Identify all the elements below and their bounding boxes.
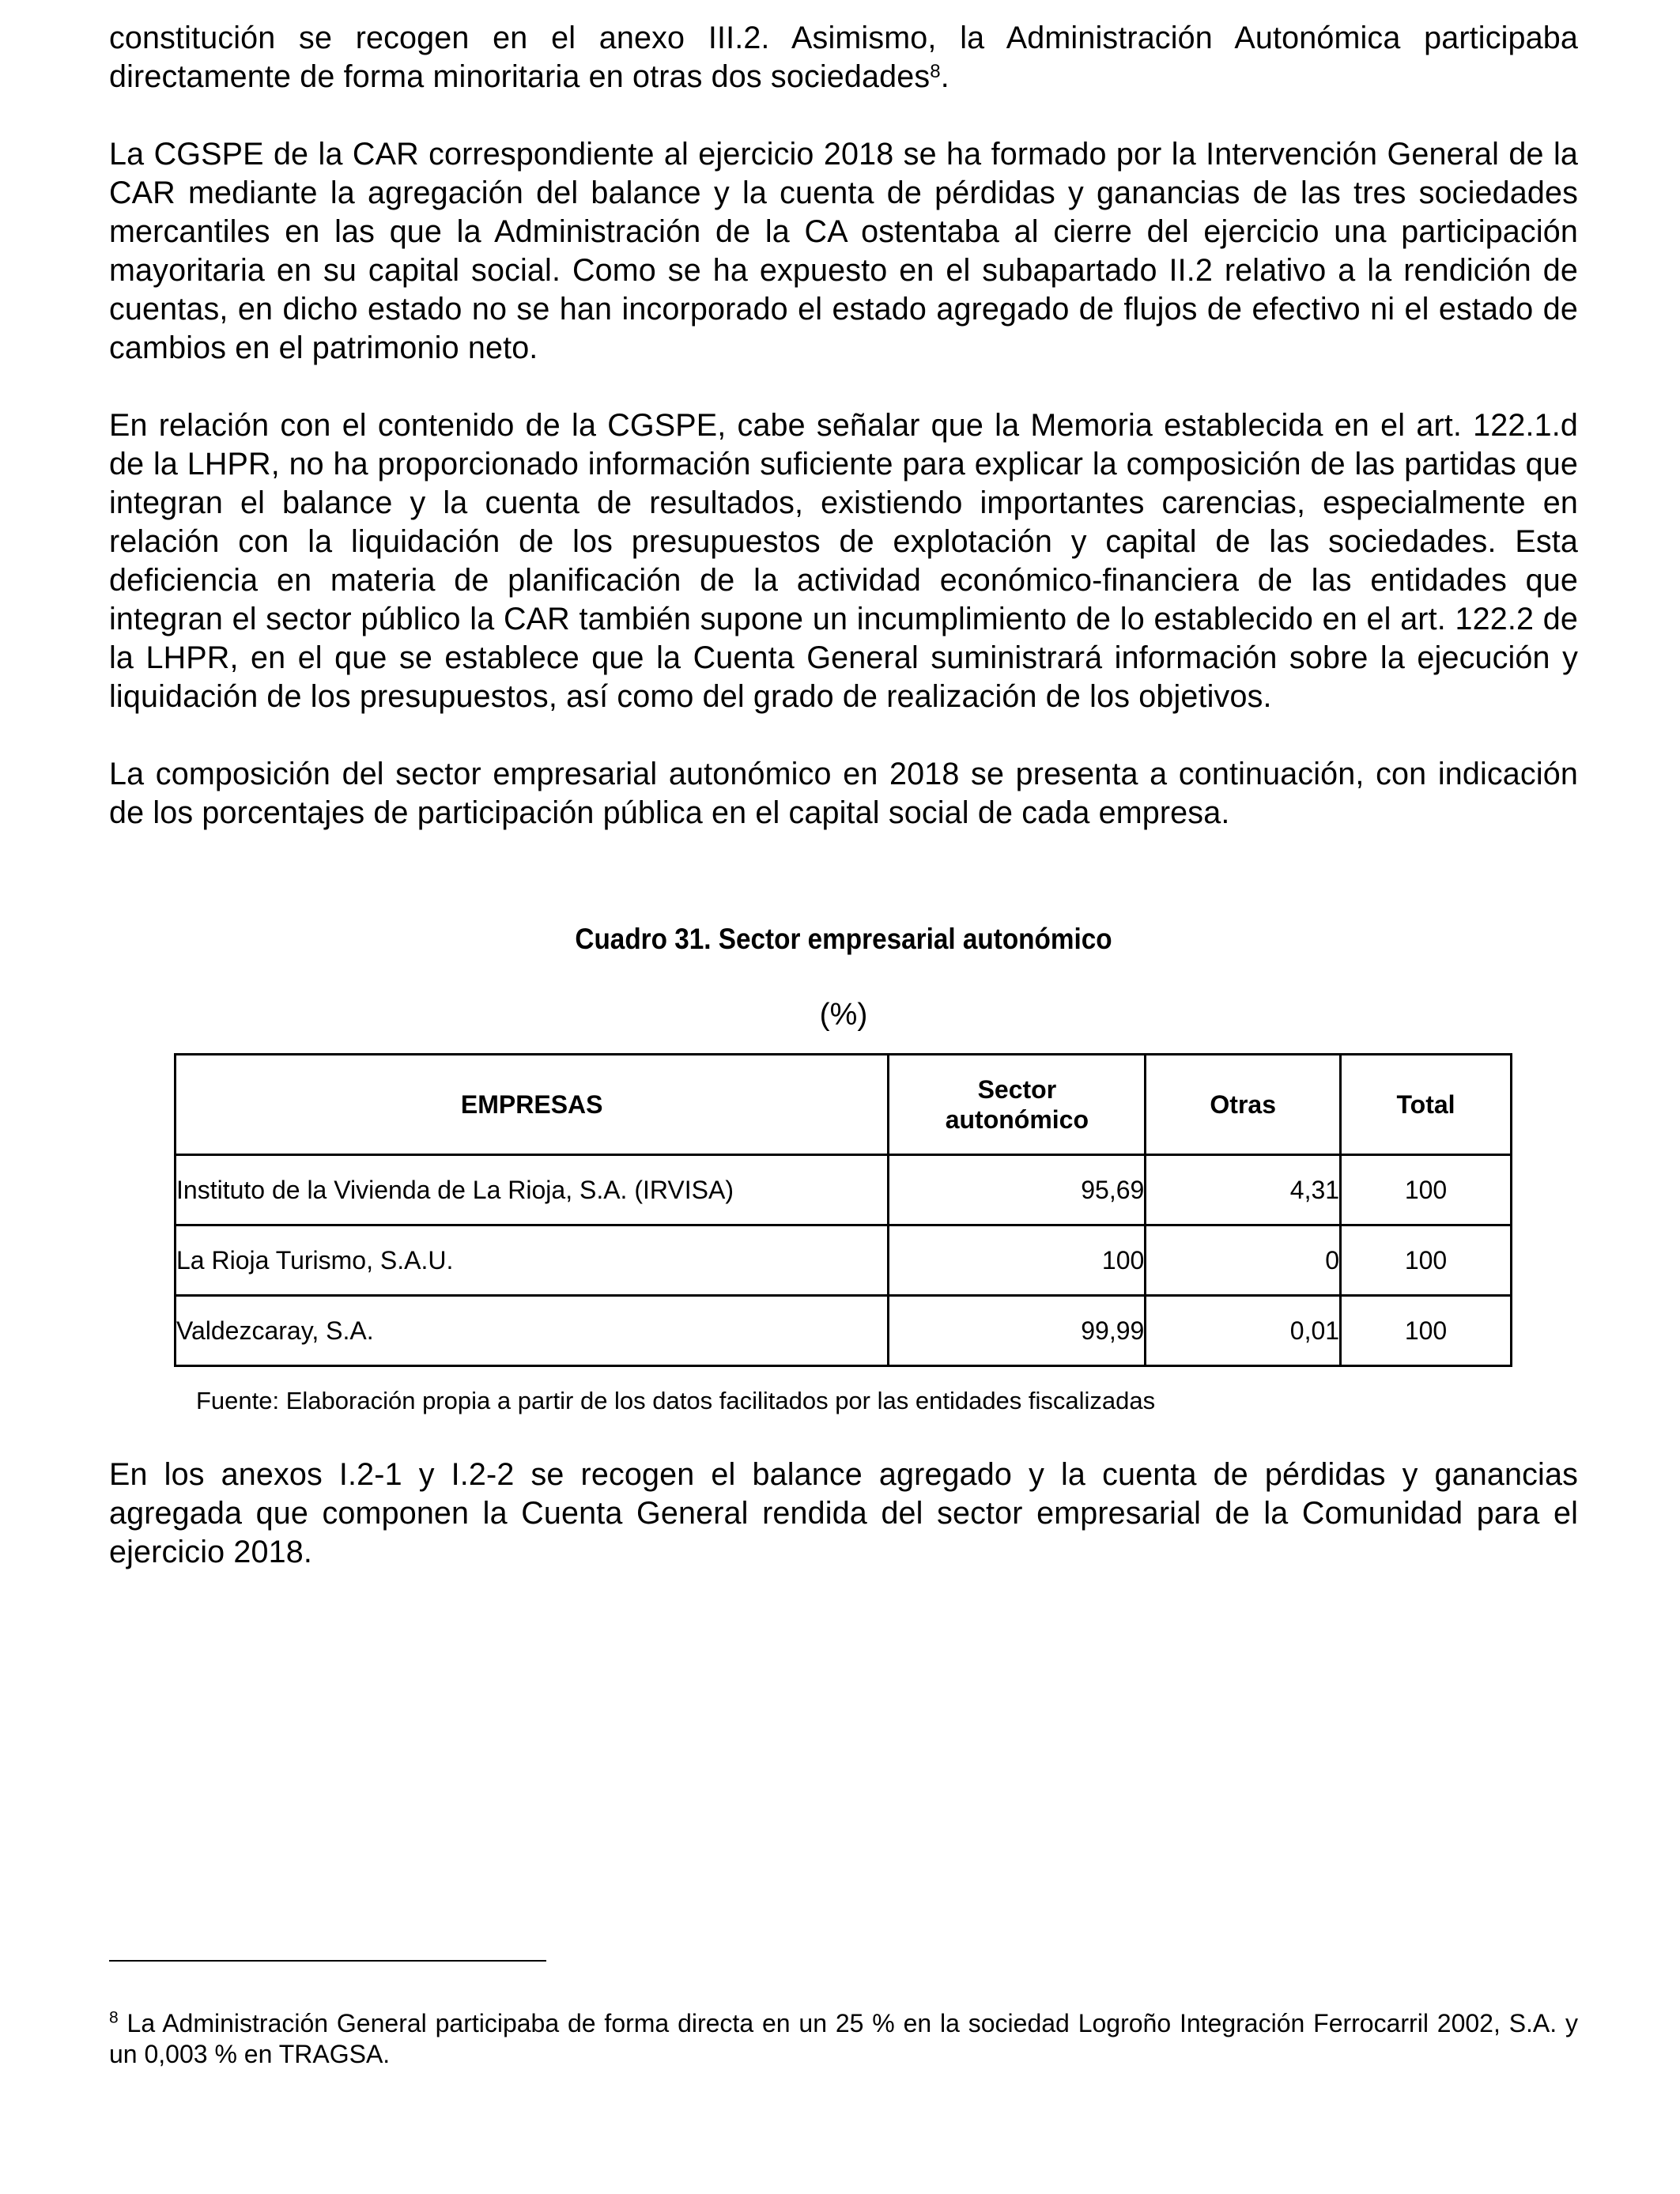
header-sector-autonomico (889, 1055, 1146, 1155)
cell-otras: 4,31 (1146, 1155, 1341, 1225)
header-sector-line2: autonómico (945, 1105, 1089, 1134)
table-row (176, 1155, 1512, 1225)
table-unit: (%) (819, 998, 868, 1032)
table-header-row (176, 1055, 1512, 1155)
header-sector-line1: Sector (977, 1075, 1057, 1104)
cell-empresa: Valdezcaray, S.A. (176, 1296, 889, 1366)
paragraph-2: La CGSPE de la CAR correspondiente al ejercicio 2018 se ha formado por la Intervención General de la CAR mediante la agregación del balance y la cuenta de pérdidas y ganancias de las tres sociedades mercantiles en las que la Administración de la CA ostentaba al cierre del ejercicio una participación mayoritaria en su capital social. Como se ha expuesto en el subapartado II.2 relativo a la rendición de cuentas, en dicho estado no se han incorporado el estado agregado de flujos de efectivo ni el estado de cambios en el patrimonio neto. (109, 137, 1578, 365)
cell-sector: 95,69 (889, 1155, 1146, 1225)
paragraph-1 (109, 19, 1578, 96)
cell-total: 100 (1341, 1225, 1512, 1296)
paragraph-3: En relación con el contenido de la CGSPE, cabe señalar que la Memoria establecida en el art. 122.1.d de la LHPR, no ha proporcionado información suficiente para explicar la composición de las partidas que integran el balance y la cuenta de resultados, existiendo importantes carencias, especialmente en relación con la liquidación de los presupuestos de explotación y capital de las sociedades. Esta deficiencia en materia de planificación de la actividad económico-financiera de las entidades que integran el sector público la CAR también supone un incumplimiento de lo establecido en el art. 122.2 de la LHPR, en el que se establece que la Cuenta General suministrará información sobre la ejecución y liquidación de los presupuestos, así como del grado de realización de los objetivos. (109, 408, 1578, 714)
cell-empresa: La Rioja Turismo, S.A.U. (176, 1225, 889, 1296)
cell-sector: 100 (889, 1225, 1146, 1296)
table-source: Fuente: Elaboración propia a partir de los datos facilitados por las entidades fiscalizadas (196, 1387, 1156, 1414)
footnote (109, 2008, 1578, 2070)
footnote-text: La Administración General participaba de forma directa en un 25 % en la sociedad Logroño Integración Ferrocarril 2002, S.A. y un 0,003 % en TRAGSA. (109, 2009, 1578, 2068)
table-title: Cuadro 31. Sector empresarial autonómico (575, 923, 1112, 955)
footnote-separator (109, 1960, 546, 1962)
footnote-reference[interactable]: 8 (930, 60, 941, 82)
cell-total: 100 (1341, 1296, 1512, 1366)
document-page (109, 19, 1578, 1569)
header-total: Total (1341, 1055, 1512, 1155)
footnote-marker: 8 (109, 2008, 119, 2027)
paragraph-1-text: constitución se recogen en el anexo III.2. Asimismo, la Administración Autonómica participaba directamente de forma minoritaria en otras dos sociedades (109, 21, 1578, 94)
companies-table (174, 1053, 1512, 1367)
cell-otras: 0 (1146, 1225, 1341, 1296)
paragraph-1-end: . (940, 59, 949, 94)
cell-sector: 99,99 (889, 1296, 1146, 1366)
header-otras: Otras (1146, 1055, 1341, 1155)
cell-total: 100 (1341, 1155, 1512, 1225)
closing-section (109, 1456, 1578, 1572)
header-empresas: EMPRESAS (176, 1055, 889, 1155)
paragraph-4: La composición del sector empresarial autonómico en 2018 se presenta a continuación, con indicación de los porcentajes de participación pública en el capital social de cada empresa. (109, 757, 1578, 830)
paragraph-5: En los anexos I.2-1 y I.2-2 se recogen el balance agregado y la cuenta de pérdidas y ganancias agregada que componen la Cuenta General rendida del sector empresarial de la Comunidad para el ejercicio 2018. (109, 1457, 1578, 1569)
cell-otras: 0,01 (1146, 1296, 1341, 1366)
table-row (176, 1225, 1512, 1296)
table-row (176, 1296, 1512, 1366)
cell-empresa: Instituto de la Vivienda de La Rioja, S.A. (IRVISA) (176, 1155, 889, 1225)
